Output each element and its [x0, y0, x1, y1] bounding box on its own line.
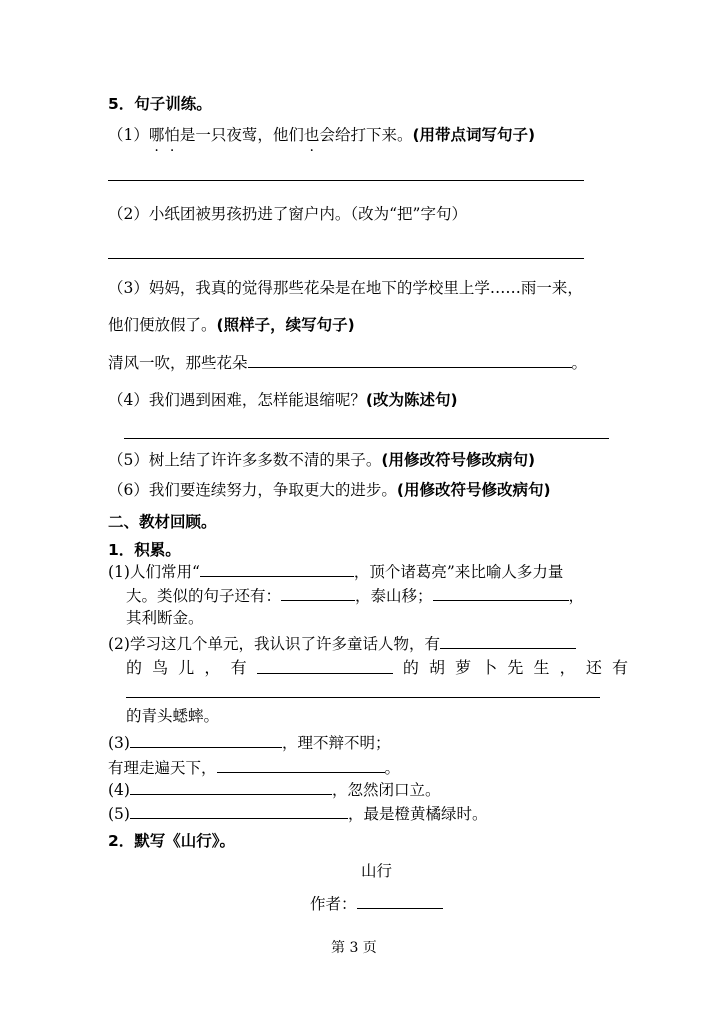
p1-line-1: (1)人们常用“ ，顶个诸葛亮”来比喻人多力量 — [108, 560, 563, 583]
q6-line: （6）我们要连续努力，争取更大的进步。(用修改符号修改病句) — [108, 481, 551, 499]
poem-title: 山行 — [361, 862, 393, 880]
p2-blank-1[interactable] — [440, 632, 576, 649]
p3-line-2: 有理走遍天下， 。 — [108, 756, 400, 779]
author-blank[interactable] — [357, 892, 443, 909]
dotted-word: 也 — [303, 126, 320, 144]
p4-line: (4) ，忽然闭口立。 — [108, 778, 440, 801]
p5-line: (5) ，最是橙黄橘绿时。 — [108, 802, 487, 825]
dotted-word: 怕 — [164, 126, 180, 144]
q3-answer-blank[interactable] — [248, 351, 572, 368]
p1-blank-1[interactable] — [200, 560, 354, 577]
p2-line-2: 的 鸟 儿 ， 有 的 胡 萝 卜 先 生 ， 还 有 — [126, 658, 628, 677]
p4-blank[interactable] — [130, 778, 332, 795]
section-2-title: 二、教材回顾。 — [108, 513, 217, 531]
p2-answer-line[interactable] — [126, 697, 600, 698]
q1-instruction: (用带点词写句子) — [412, 126, 536, 144]
q2-answer-line[interactable] — [108, 258, 584, 259]
dictation-heading: 2．默写《山行》。 — [108, 832, 236, 850]
q1-line: （1）哪怕是一只夜莺，他们也会给打下来。(用带点词写句子) — [108, 126, 536, 144]
p1-blank-2[interactable] — [281, 584, 355, 601]
q3-line-3: 清风一吹，那些花朵 。 — [108, 351, 587, 374]
p1-line-2: 大。类似的句子还有： ，泰山移； ， — [126, 584, 584, 607]
accumulate-heading: 1．积累。 — [108, 541, 181, 559]
dotted-word: 哪 — [148, 126, 165, 144]
q3-line-1: （3）妈妈，我真的觉得那些花朵是在地下的学校里上学……雨一来， — [108, 279, 583, 297]
page-number: 第 3 页 — [331, 940, 377, 956]
p2-line-4: 的青头蟋蟀。 — [126, 707, 220, 725]
p3-blank-1[interactable] — [130, 731, 282, 748]
q5-line: （5）树上结了许许多多数不清的果子。(用修改符号修改病句) — [108, 451, 536, 469]
p5-blank[interactable] — [130, 802, 348, 819]
p2-blank-2[interactable] — [257, 657, 393, 674]
poem-author-line: 作者： — [310, 892, 443, 915]
q1-answer-line[interactable] — [108, 180, 584, 181]
p1-line-3: 其利断金。 — [126, 609, 204, 627]
q4-answer-line[interactable] — [124, 438, 609, 439]
p1-blank-3[interactable] — [433, 584, 569, 601]
q2-line: （2）小纸团被男孩扔进了窗户内。（改为“把”字句） — [108, 205, 467, 223]
q3-line-2: 他们便放假了。(照样子，续写句子) — [108, 316, 355, 334]
q4-line: （4）我们遇到困难，怎样能退缩呢？(改为陈述句) — [108, 391, 458, 409]
section-5-title: 5．句子训练。 — [108, 95, 212, 113]
p3-blank-2[interactable] — [217, 756, 385, 773]
p2-line-1: (2)学习这几个单元，我认识了许多童话人物，有 — [108, 632, 576, 655]
p3-line-1: (3) ，理不辩不明； — [108, 731, 390, 754]
